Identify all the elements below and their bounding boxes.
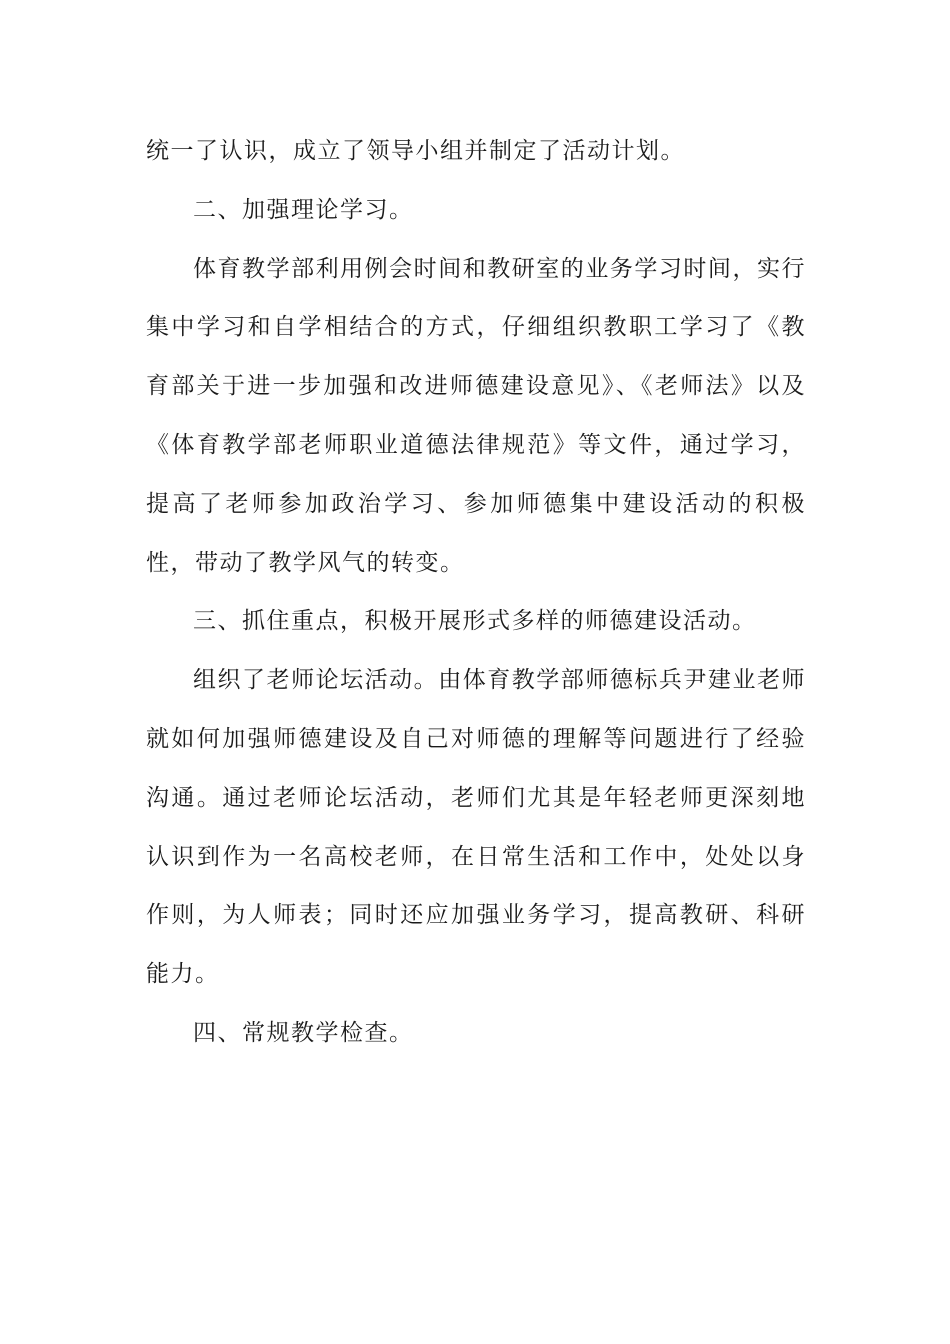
section-heading-2: 二、加强理论学习。	[193, 196, 414, 223]
section-heading-4: 四、常规教学检查。	[193, 1019, 414, 1046]
section-heading-3: 三、抓住重点，积极开展形式多样的师德建设活动。	[193, 608, 757, 635]
paragraph-continuation: 统一了认识，成立了领导小组并制定了活动计划。	[146, 138, 685, 164]
document-body	[146, 122, 806, 1063]
paragraph-teacher-forum: 组织了老师论坛活动。由体育教学部师德标兵尹建业老师就如何加强师德建设及自己对师德的理解等问题进行了经验沟通。通过老师论坛活动，老师们尤其是年轻老师更深刻地认识到作为一名高校老师，在日常生活和工作中，处处以身作则，为人师表；同时还应加强业务学习，提高教研、科研能力。	[146, 667, 806, 988]
paragraph-theory-study: 体育教学部利用例会时间和教研室的业务学习时间，实行集中学习和自学相结合的方式，仔细组织教职工学习了《教育部关于进一步加强和改进师德建设意见》、《老师法》以及《体育教学部老师职业道德法律规范》等文件，通过学习，提高了老师参加政治学习、参加师德集中建设活动的积极性，带动了教学风气的转变。	[146, 255, 806, 576]
